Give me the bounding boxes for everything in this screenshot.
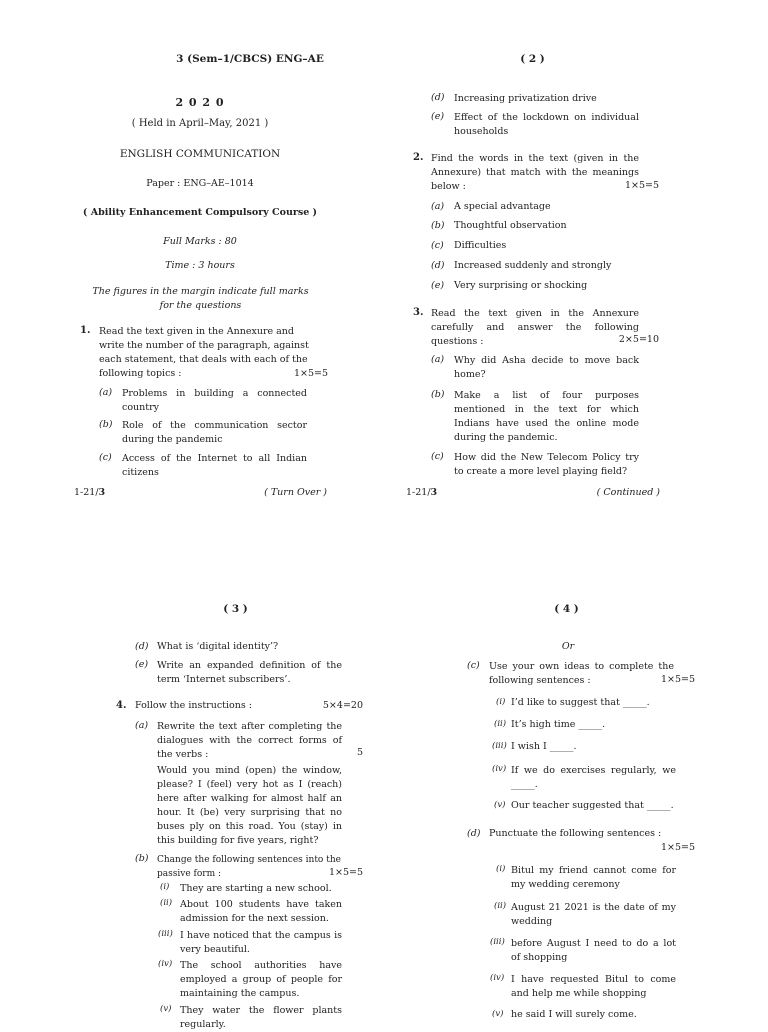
item-text: A special advantage (454, 201, 551, 212)
item-text: Change the following sentences into the passive form : (157, 855, 341, 879)
item-label: (a) (99, 387, 113, 398)
item-text: Use your own ideas to complete the following sentences : (489, 661, 674, 686)
item-text: Why did Asha decide to move back home? (454, 355, 639, 380)
exam-code: 3 (Sem–1/CBCS) ENG–AE (176, 53, 324, 65)
roman-label: (v) (494, 800, 506, 810)
paper-code: Paper : ENG–AE–1014 (146, 178, 254, 189)
item-label: (b) (135, 853, 149, 864)
turn-over-label: ( Turn Over ) (264, 487, 327, 498)
item-text: Bitul my friend cannot come for my wedding ceremony (511, 865, 676, 890)
item-label: (d) (431, 260, 445, 271)
question-number: 4. (116, 700, 127, 711)
question-number: 2. (413, 152, 424, 163)
dialogue-passage: Would you mind (open) the window, please? I (feel) very hot as I (reach) here after walking for almost half an hour. It (be) very surprising that no buses ply on this road. You (stay) in this building for five years, right? (157, 765, 342, 846)
roman-label: (iii) (490, 937, 505, 947)
item-text: How did the New Telecom Policy try to create a more level playing field? (454, 452, 639, 477)
question-number: 1. (80, 325, 91, 336)
item-text: The school authorities have employed a group of people for maintaining the campus. (180, 960, 342, 999)
item-label: (a) (431, 354, 445, 365)
question-marks: 5×4=20 (322, 700, 363, 711)
item-text: Punctuate the following sentences : (489, 828, 662, 839)
item-text: What is ‘digital identity’? (157, 641, 279, 652)
exam-year: 2 0 2 0 (175, 96, 225, 109)
item-text: Increased suddenly and strongly (454, 260, 612, 271)
question-marks: 1×5=5 (624, 180, 659, 191)
item-text: They are starting a new school. (180, 883, 332, 894)
roman-label: (ii) (494, 719, 507, 729)
item-text: August 21 2021 is the date of my wedding (511, 902, 676, 927)
item-text: I have noticed that the campus is very beautiful. (180, 930, 342, 955)
item-label: (e) (135, 659, 149, 670)
held-note: ( Held in April–May, 2021 ) (131, 118, 269, 129)
item-label: (b) (431, 389, 445, 400)
full-marks: Full Marks : 80 (163, 236, 237, 247)
course-name: ( Ability Enhancement Compulsory Course ) (82, 207, 318, 218)
item-marks: 1×5=5 (328, 867, 363, 878)
roman-label: (i) (160, 882, 170, 892)
item-text: They water the flower plants regularly. (180, 1005, 342, 1030)
item-text: I have requested Bitul to come and help me while shopping (511, 974, 676, 999)
item-text: Difficulties (454, 240, 507, 251)
item-text: Make a list of four purposes mentioned in the text for which Indians have used the online mode during the pandemic. (454, 390, 639, 443)
question-marks: 2×5=10 (618, 334, 659, 345)
item-text: Very surprising or shocking (454, 280, 588, 291)
item-label: (d) (135, 641, 149, 652)
item-label: (b) (431, 220, 445, 231)
roman-label: (v) (160, 1004, 172, 1014)
question-text: Follow the instructions : (135, 700, 252, 711)
item-text: Thoughtful observation (454, 220, 567, 231)
roman-label: (iii) (158, 929, 173, 939)
item-text: I wish I _____. (511, 741, 577, 752)
item-text: Problems in building a connected country (122, 388, 307, 413)
roman-label: (i) (496, 697, 506, 707)
time-allowed: Time : 3 hours (165, 260, 235, 271)
roman-label: (ii) (494, 901, 507, 911)
item-label: (a) (135, 720, 149, 731)
item-text: Write an expanded definition of the term ‘Internet subscribers’. (157, 660, 342, 685)
page-footer-code: 1-21/3 (406, 487, 438, 498)
roman-label: (iv) (492, 764, 507, 774)
item-text: Access of the Internet to all Indian citizens (122, 453, 307, 478)
item-label: (e) (431, 280, 445, 291)
page-footer-code: 1-21/3 (74, 487, 106, 498)
page-number: ( 2 ) (520, 53, 545, 65)
item-label: (a) (431, 201, 445, 212)
roman-label: (v) (492, 1009, 504, 1019)
item-label: (d) (467, 828, 481, 839)
item-text: Our teacher suggested that _____. (511, 800, 674, 811)
item-text: Increasing privatization drive (454, 93, 597, 104)
page-number: ( 4 ) (554, 603, 579, 615)
continued-label: ( Continued ) (596, 487, 660, 498)
item-label: (c) (467, 660, 480, 671)
roman-label: (i) (496, 864, 506, 874)
marks-instruction: The figures in the margin indicate full marks for the questions (92, 286, 309, 311)
question-text: Read the text given in the Annexure carefully and answer the following questions : (431, 308, 639, 347)
roman-label: (iii) (492, 741, 507, 751)
question-marks: 1×5=5 (293, 368, 328, 379)
question-text: Find the words in the text (given in the Annexure) that match with the meanings below : (431, 153, 639, 192)
page-number: ( 3 ) (223, 603, 248, 615)
item-text: he said I will surely come. (511, 1009, 637, 1020)
subject-title: ENGLISH COMMUNICATION (119, 148, 281, 160)
or-label: Or (561, 641, 575, 652)
item-marks: 1×5=5 (660, 674, 695, 685)
item-label: (d) (431, 92, 445, 103)
item-marks: 1×5=5 (660, 842, 695, 853)
item-text: Rewrite the text after completing the dialogues with the correct forms of the verbs : (157, 721, 342, 760)
question-number: 3. (413, 307, 424, 318)
item-text: I’d like to suggest that _____. (511, 697, 650, 708)
item-text: before August I need to do a lot of shopping (511, 938, 676, 963)
item-label: (c) (431, 240, 444, 251)
item-text: Role of the communication sector during the pandemic (122, 420, 307, 445)
item-text: Effect of the lockdown on individual households (454, 112, 639, 137)
item-text: About 100 students have taken admission for the next session. (180, 899, 342, 924)
item-label: (c) (99, 452, 112, 463)
roman-label: (ii) (160, 898, 173, 908)
item-label: (e) (431, 111, 445, 122)
roman-label: (iv) (490, 973, 505, 983)
item-label: (c) (431, 451, 444, 462)
item-label: (b) (99, 419, 113, 430)
roman-label: (iv) (158, 959, 173, 969)
question-text: Read the text given in the Annexure and write the number of the paragraph, against each statement, that deals with each of the following topics : (99, 326, 309, 379)
item-marks: 5 (356, 747, 363, 758)
item-text: It’s high time _____. (511, 719, 606, 730)
item-text: If we do exercises regularly, we _____. (511, 765, 676, 790)
